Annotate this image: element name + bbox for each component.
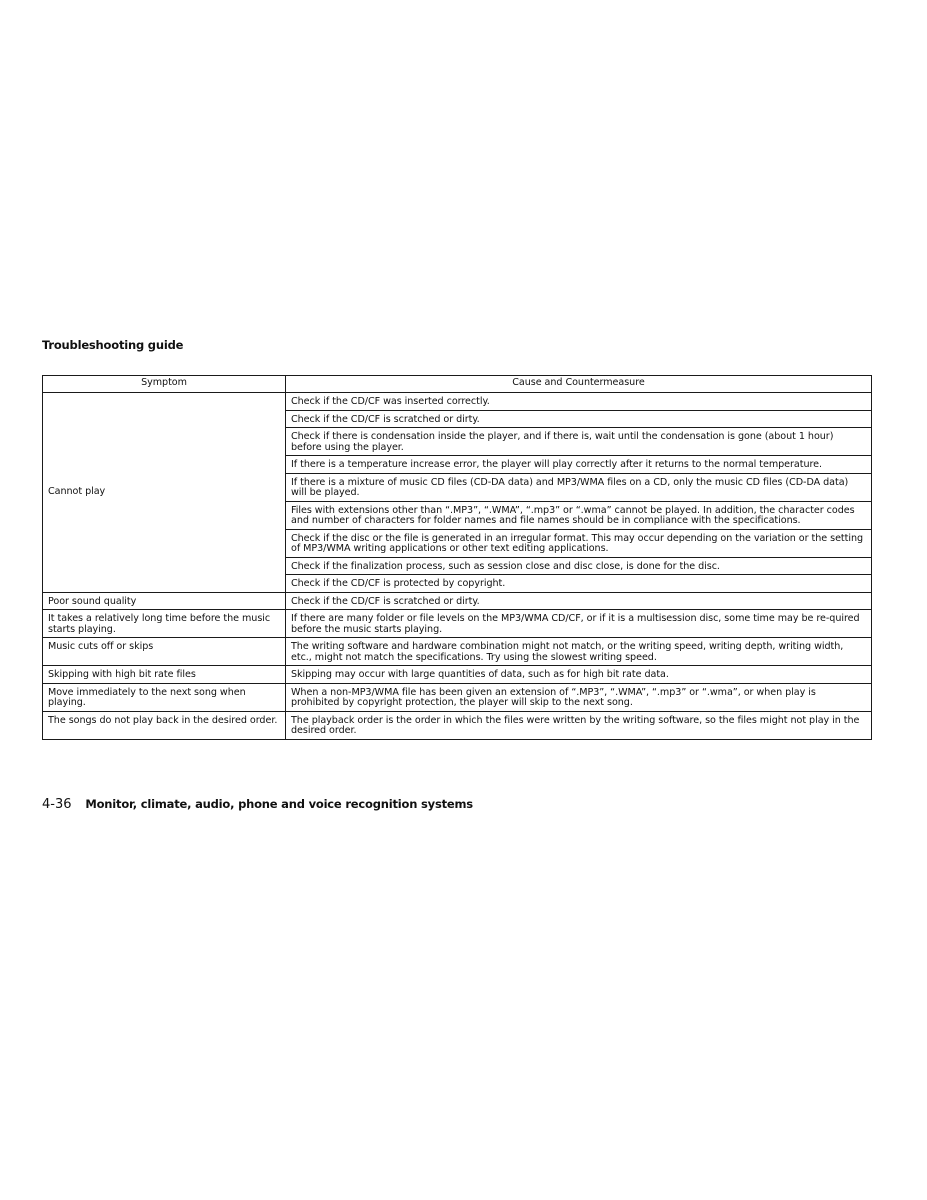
page-footer (42, 797, 473, 812)
symptom-cell: Skipping with high bit rate files (43, 666, 286, 684)
cause-cell: Check if the CD/CF is protected by copyright. (286, 575, 872, 593)
table-row (43, 592, 872, 610)
symptom-cell: Cannot play (43, 393, 286, 593)
table-row (43, 666, 872, 684)
cause-cell: If there are many folder or file levels on the MP3/WMA CD/CF, or if it is a multisession disc, some time may be re-quired before the music starts playing. (286, 610, 872, 638)
cause-cell: Check if there is condensation inside the player, and if there is, wait until the condensation is gone (about 1 hour) before using the player. (286, 428, 872, 456)
troubleshooting-table (42, 375, 872, 740)
symptom-cell: Poor sound quality (43, 592, 286, 610)
cause-cell: Check if the CD/CF is scratched or dirty. (286, 592, 872, 610)
table-row (43, 638, 872, 666)
cause-cell: If there is a mixture of music CD files (CD-DA data) and MP3/WMA files on a CD, only the music CD files (CD-DA data) will be played. (286, 473, 872, 501)
table-row (43, 711, 872, 739)
section-title: Troubleshooting guide (42, 338, 184, 352)
cause-cell: Check if the finalization process, such as session close and disc close, is done for the disc. (286, 557, 872, 575)
symptom-cell: It takes a relatively long time before the music starts playing. (43, 610, 286, 638)
symptom-cell: Move immediately to the next song when playing. (43, 683, 286, 711)
table-row (43, 393, 872, 411)
cause-cell: If there is a temperature increase error, the player will play correctly after it returns to the normal temperature. (286, 456, 872, 474)
cause-cell: Check if the CD/CF is scratched or dirty. (286, 410, 872, 428)
symptom-cell: The songs do not play back in the desired order. (43, 711, 286, 739)
symptom-cell: Music cuts off or skips (43, 638, 286, 666)
cause-cell: Files with extensions other than “.MP3”, “.WMA”, “.mp3” or “.wma” cannot be played. In addition, the character codes and number of characters for folder names and file names should be in compliance with the specifications. (286, 501, 872, 529)
cause-cell: Skipping may occur with large quantities of data, such as for high bit rate data. (286, 666, 872, 684)
table-row (43, 610, 872, 638)
column-header-cause: Cause and Countermeasure (286, 376, 872, 393)
cause-cell: Check if the CD/CF was inserted correctly. (286, 393, 872, 411)
cause-cell: The writing software and hardware combination might not match, or the writing speed, writing depth, writing width, etc., might not match the specifications. Try using the slowest writing speed. (286, 638, 872, 666)
cause-cell: When a non-MP3/WMA file has been given an extension of “.MP3”, “.WMA”, “.mp3” or “.wma”, or when play is prohibited by copyright protection, the player will skip to the next song. (286, 683, 872, 711)
cause-cell: Check if the disc or the file is generated in an irregular format. This may occur depending on the variation or the setting of MP3/WMA writing applications or other text editing applications. (286, 529, 872, 557)
table-header-row (43, 376, 872, 393)
column-header-symptom: Symptom (43, 376, 286, 393)
chapter-title: Monitor, climate, audio, phone and voice recognition systems (85, 797, 473, 811)
page-number: 4-36 (42, 797, 72, 812)
cause-cell: The playback order is the order in which the files were written by the writing software, so the files might not play in the desired order. (286, 711, 872, 739)
table-row (43, 683, 872, 711)
